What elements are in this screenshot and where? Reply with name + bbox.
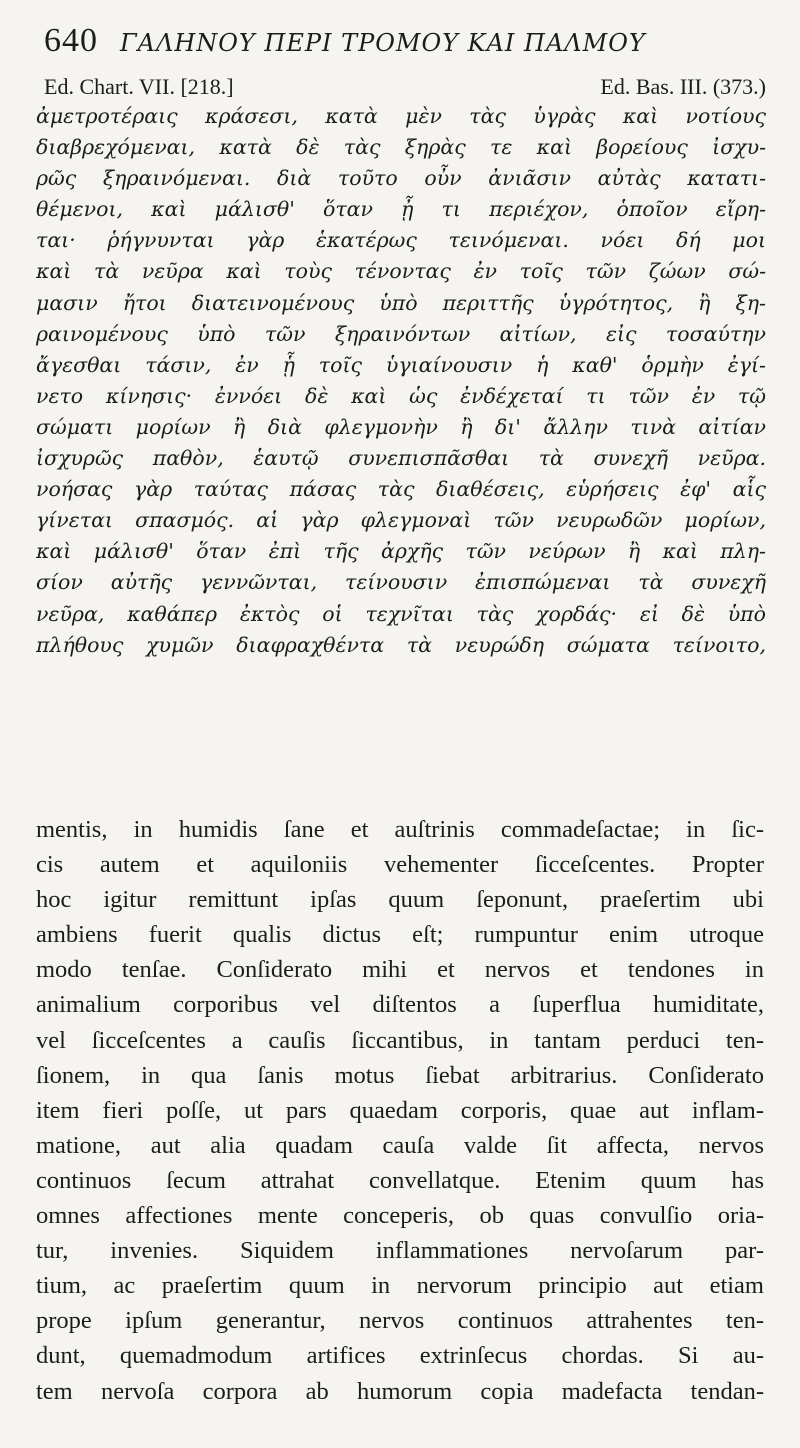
running-head bbox=[44, 22, 770, 64]
latin-line: tium, ac praeſertim quum in nervorum principio aut etiam bbox=[36, 1272, 764, 1300]
latin-line: vel ſicceſcentes a cauſis ſiccantibus, in tantam perduci ten- bbox=[36, 1026, 764, 1054]
greek-line: σίον αὐτῆς γεννῶνται, τείνουσιν ἐπισπώμεναι τὰ συνεχῆ bbox=[36, 570, 766, 595]
page-number: 640 bbox=[44, 22, 98, 59]
greek-text-block bbox=[36, 101, 766, 661]
latin-line: item fieri poſſe, ut pars quaedam corporis, quae aut inflam- bbox=[36, 1096, 764, 1124]
greek-line: ται· ῥήγνυνται γὰρ ἑκατέρως τεινόμεναι. νόει δή μοι bbox=[36, 228, 766, 253]
greek-line: μασιν ἤτοι διατεινομένους ὑπὸ περιττῆς ὑγρότητος, ἢ ξη- bbox=[36, 290, 766, 315]
latin-line: ambiens fuerit qualis dictus eſt; rumpuntur enim utroque bbox=[36, 921, 764, 949]
latin-line: matione, aut alia quadam cauſa valde ſit affecta, nervos bbox=[36, 1131, 764, 1159]
latin-line: tur, invenies. Siquidem inflammationes nervoſarum par- bbox=[36, 1237, 764, 1265]
greek-line: πλήθους χυμῶν διαφραχθέντα τὰ νευρώδη σώματα τείνοιτο, bbox=[36, 632, 766, 657]
latin-line: hoc igitur remittunt ipſas quum ſeponunt, praeſertim ubi bbox=[36, 886, 764, 914]
latin-line: cis autem et aquiloniis vehementer ſicceſcentes. Propter bbox=[36, 851, 764, 879]
latin-line: modo tenſae. Conſiderato mihi et nervos et tendones in bbox=[36, 956, 764, 984]
greek-line: ραινομένους ὑπὸ τῶν ξηραινόντων αἰτίων, εἰς τοσαύτην bbox=[36, 321, 766, 346]
greek-line: ἀμετροτέραις κράσεσι, κατὰ μὲν τὰς ὑγρὰς καὶ νοτίους bbox=[36, 104, 766, 128]
latin-line: ſionem, in qua ſanis motus ſiebat arbitrarius. Conſiderato bbox=[36, 1061, 764, 1089]
latin-text-block bbox=[36, 812, 764, 1409]
greek-line: νετο κίνησις· ἐννόει δὲ καὶ ὡς ἐνδέχεταί τι τῶν ἐν τῷ bbox=[36, 383, 766, 408]
greek-line: θέμενοι, καὶ μάλισθ' ὅταν ᾖ τι περιέχον, ὁποῖον εἴρη- bbox=[36, 197, 766, 222]
greek-line: νεῦρα, καθάπερ ἐκτὸς οἱ τεχνῖται τὰς χορδάς· εἰ δὲ ὑπὸ bbox=[36, 601, 766, 626]
latin-line: continuos ſecum attrahat convellatque. Etenim quum has bbox=[36, 1166, 764, 1194]
edition-line bbox=[44, 74, 766, 100]
latin-line: omnes affectiones mente conceperis, ob quas convulſio oria- bbox=[36, 1202, 764, 1230]
latin-line: dunt, quemadmodum artifices extrinſecus chordas. Si au- bbox=[36, 1342, 764, 1370]
edition-left: Ed. Chart. VII. [218.] bbox=[44, 74, 234, 99]
latin-line: prope ipſum generantur, nervos continuos attrahentes ten- bbox=[36, 1307, 764, 1335]
edition-right: Ed. Bas. III. (373.) bbox=[600, 74, 766, 99]
greek-line: νοήσας γὰρ ταύτας πάσας τὰς διαθέσεις, εὑρήσεις ἐφ' αἷς bbox=[36, 477, 766, 502]
greek-line: καὶ μάλισθ' ὅταν ἐπὶ τῆς ἀρχῆς τῶν νεύρων ἢ καὶ πλη- bbox=[36, 539, 766, 564]
latin-line: animalium corporibus vel diſtentos a ſuperflua humiditate, bbox=[36, 991, 764, 1019]
greek-line: διαβρεχόμεναι, κατὰ δὲ τὰς ξηρὰς τε καὶ βορείους ἰσχυ- bbox=[36, 135, 766, 160]
greek-line: ἄγεσθαι τάσιν, ἐν ᾗ τοῖς ὑγιαίνουσιν ἡ καθ' ὁρμὴν ἐγί- bbox=[36, 352, 766, 377]
latin-line: mentis, in humidis ſane et auſtrinis commadeſactae; in ſic- bbox=[36, 816, 764, 843]
greek-line: ἰσχυρῶς παθὸν, ἑαυτῷ συνεπισπᾶσθαι τὰ συνεχῆ νεῦρα. bbox=[36, 446, 766, 471]
greek-line: γίνεται σπασμός. αἱ γὰρ φλεγμοναὶ τῶν νευρωδῶν μορίων, bbox=[36, 508, 766, 533]
latin-line: tem nervoſa corpora ab humorum copia madefacta tendan- bbox=[36, 1377, 764, 1405]
running-title: ΓΑΛΗΝΟΥ ΠΕΡΙ ΤΡΟΜΟΥ ΚΑΙ ΠΑΛΜΟΥ bbox=[120, 29, 646, 57]
greek-line: σώματι μορίων ἢ διὰ φλεγμονὴν ἢ δι' ἄλλην τινὰ αἰτίαν bbox=[36, 414, 766, 439]
greek-line: καὶ τὰ νεῦρα καὶ τοὺς τένοντας ἐν τοῖς τῶν ζώων σώ- bbox=[36, 259, 766, 284]
greek-line: ρῶς ξηραινόμεναι. διὰ τοῦτο οὖν ἀνιᾶσιν αὐτὰς κατατι- bbox=[36, 166, 766, 191]
